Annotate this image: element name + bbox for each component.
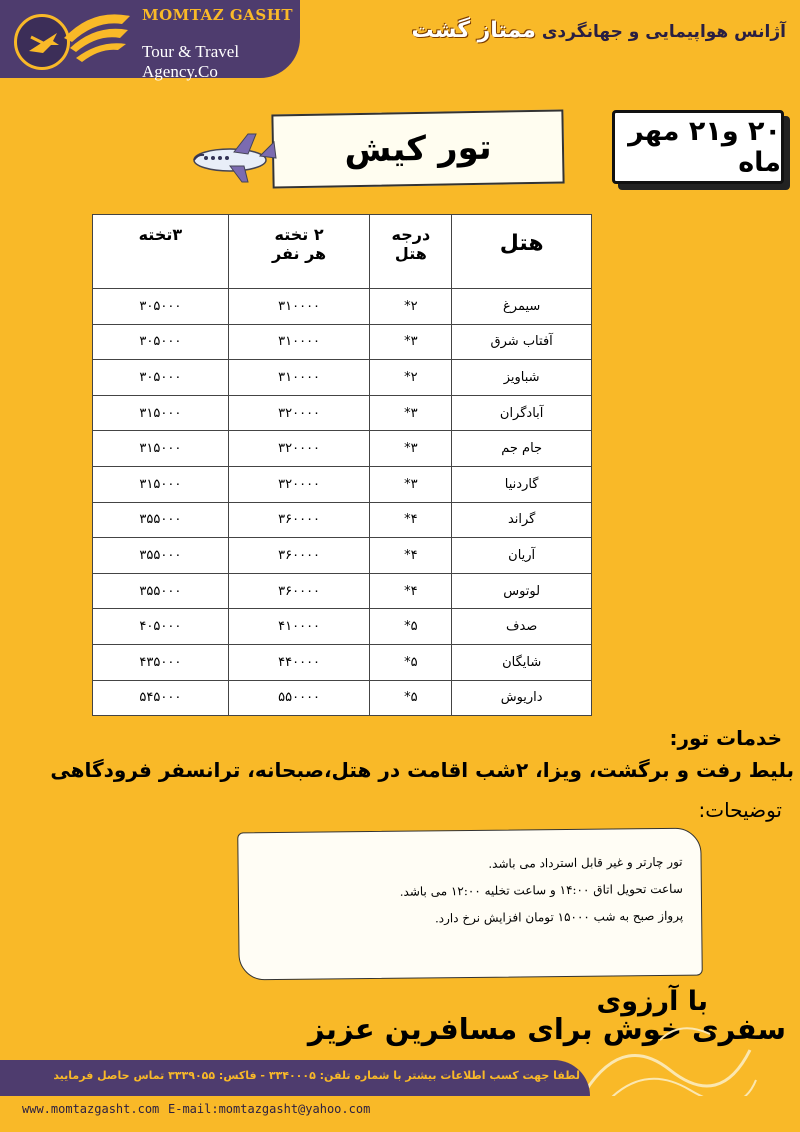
cell-stars: ۵* xyxy=(370,609,452,645)
cell-two-bed: ۳۱۰۰۰۰ xyxy=(228,360,370,396)
brand-subtitle: Tour & Travel Agency.Co xyxy=(142,42,240,81)
header xyxy=(0,0,800,81)
table-row xyxy=(93,538,592,574)
cell-hotel: شباویز xyxy=(452,360,592,396)
services-text: بلیط رفت و برگشت، ویزا، ۲شب اقامت در هتل،صبحانه، ترانسفر فرودگاهی xyxy=(50,758,794,782)
cell-hotel: آبادگران xyxy=(452,395,592,431)
email-link[interactable]: E-mail:momtazgasht@yahoo.com xyxy=(168,1102,371,1116)
airplane-icon xyxy=(186,128,278,186)
cell-stars: ۴* xyxy=(370,573,452,609)
cell-hotel: جام جم xyxy=(452,431,592,467)
tour-date: ۲۰ و۲۱ مهر ماه xyxy=(612,110,784,184)
cell-hotel: شایگان xyxy=(452,644,592,680)
cell-hotel: گاردنیا xyxy=(452,466,592,502)
header-hotel: هتل xyxy=(452,215,592,289)
cell-stars: ۴* xyxy=(370,502,452,538)
header-two-bed xyxy=(228,215,370,289)
cell-hotel: آفتاب شرق xyxy=(452,324,592,360)
cell-three-bed: ۳۱۵۰۰۰ xyxy=(93,431,229,467)
cell-stars: ۲* xyxy=(370,289,452,325)
notes-box xyxy=(237,828,703,981)
brand-name-english: MOMTAZ GASHT xyxy=(142,6,294,24)
cell-stars: ۵* xyxy=(370,680,452,716)
wish-line-2: سفری خوش برای مسافرین عزیز xyxy=(307,1012,786,1046)
table-body xyxy=(93,289,592,716)
cell-two-bed: ۳۲۰۰۰۰ xyxy=(228,395,370,431)
header-stars-line1: درجه xyxy=(391,225,431,244)
price-table xyxy=(92,214,592,716)
cell-hotel: سیمرغ xyxy=(452,289,592,325)
table-header-row xyxy=(93,215,592,289)
cell-three-bed: ۳۰۵۰۰۰ xyxy=(93,324,229,360)
cell-three-bed: ۳۵۵۰۰۰ xyxy=(93,538,229,574)
cell-stars: ۳* xyxy=(370,324,452,360)
cell-two-bed: ۵۵۰۰۰۰ xyxy=(228,680,370,716)
website-link[interactable]: www.momtazgasht.com xyxy=(22,1102,160,1116)
brand-name-persian xyxy=(412,18,786,43)
logo-block xyxy=(0,0,300,81)
cell-hotel: صدف xyxy=(452,609,592,645)
cell-two-bed: ۳۶۰۰۰۰ xyxy=(228,538,370,574)
table-row xyxy=(93,609,592,645)
cell-three-bed: ۴۳۵۰۰۰ xyxy=(93,644,229,680)
table-row xyxy=(93,289,592,325)
brand-fa-prefix: آژانس هواپیمایی و جهانگردی xyxy=(541,22,786,42)
wings-icon xyxy=(62,8,132,64)
cell-two-bed: ۳۶۰۰۰۰ xyxy=(228,573,370,609)
services-title: خدمات تور: xyxy=(669,726,782,750)
table-row xyxy=(93,324,592,360)
cell-three-bed: ۳۱۵۰۰۰ xyxy=(93,466,229,502)
header-stars-line2: هتل xyxy=(394,244,427,263)
cell-three-bed: ۳۰۵۰۰۰ xyxy=(93,360,229,396)
note-line: ساعت تحویل اتاق ۱۴:۰۰ و ساعت تخلیه ۱۲:۰۰ می باشد. xyxy=(399,881,683,899)
table-row xyxy=(93,360,592,396)
cell-stars: ۳* xyxy=(370,466,452,502)
table-row xyxy=(93,502,592,538)
cell-two-bed: ۳۲۰۰۰۰ xyxy=(228,431,370,467)
cell-three-bed: ۳۵۵۰۰۰ xyxy=(93,502,229,538)
cell-three-bed: ۳۱۵۰۰۰ xyxy=(93,395,229,431)
cell-hotel: گراند xyxy=(452,502,592,538)
note-line: پرواز صبح به شب ۱۵۰۰۰ تومان افزایش نرخ دارد. xyxy=(434,908,684,926)
note-line: تور چارتر و غیر قابل استرداد می باشد. xyxy=(488,854,683,871)
cell-three-bed: ۴۰۵۰۰۰ xyxy=(93,609,229,645)
wish-line-1: با آرزوی xyxy=(596,986,708,1017)
header-three-bed: ۳تخته xyxy=(93,215,229,289)
cell-stars: ۲* xyxy=(370,360,452,396)
table-row xyxy=(93,573,592,609)
brand-fa-name: ممتاز گشت xyxy=(411,18,536,43)
cell-two-bed: ۳۱۰۰۰۰ xyxy=(228,324,370,360)
cell-stars: ۳* xyxy=(370,395,452,431)
cell-stars: ۵* xyxy=(370,644,452,680)
cell-two-bed: ۳۶۰۰۰۰ xyxy=(228,502,370,538)
tour-title: تور کیش xyxy=(271,109,564,188)
cell-three-bed: ۳۵۵۰۰۰ xyxy=(93,573,229,609)
cell-two-bed: ۳۱۰۰۰۰ xyxy=(228,289,370,325)
table-row xyxy=(93,395,592,431)
cell-stars: ۳* xyxy=(370,431,452,467)
notes-title: توضیحات: xyxy=(698,798,782,822)
header-two-bed-line2: هر نفر xyxy=(272,244,327,263)
table-row xyxy=(93,431,592,467)
cell-stars: ۴* xyxy=(370,538,452,574)
table-row xyxy=(93,466,592,502)
table-row xyxy=(93,680,592,716)
cell-three-bed: ۵۴۵۰۰۰ xyxy=(93,680,229,716)
cell-two-bed: ۳۲۰۰۰۰ xyxy=(228,466,370,502)
cell-hotel: لوتوس xyxy=(452,573,592,609)
header-stars xyxy=(370,215,452,289)
header-two-bed-line1: ۲ تخته xyxy=(274,225,324,244)
cell-two-bed: ۴۱۰۰۰۰ xyxy=(228,609,370,645)
footer-contact: لطفا جهت کسب اطلاعات بیشتر با شماره تلفن: ۳۳۴۰۰۰۵ - فاکس: ۳۳۳۹۰۵۵ تماس حاصل فرمایید xyxy=(53,1069,580,1082)
cell-hotel: آریان xyxy=(452,538,592,574)
footer xyxy=(0,1048,800,1132)
cell-hotel: داریوش xyxy=(452,680,592,716)
cell-three-bed: ۳۰۵۰۰۰ xyxy=(93,289,229,325)
cell-two-bed: ۴۴۰۰۰۰ xyxy=(228,644,370,680)
table-row xyxy=(93,644,592,680)
